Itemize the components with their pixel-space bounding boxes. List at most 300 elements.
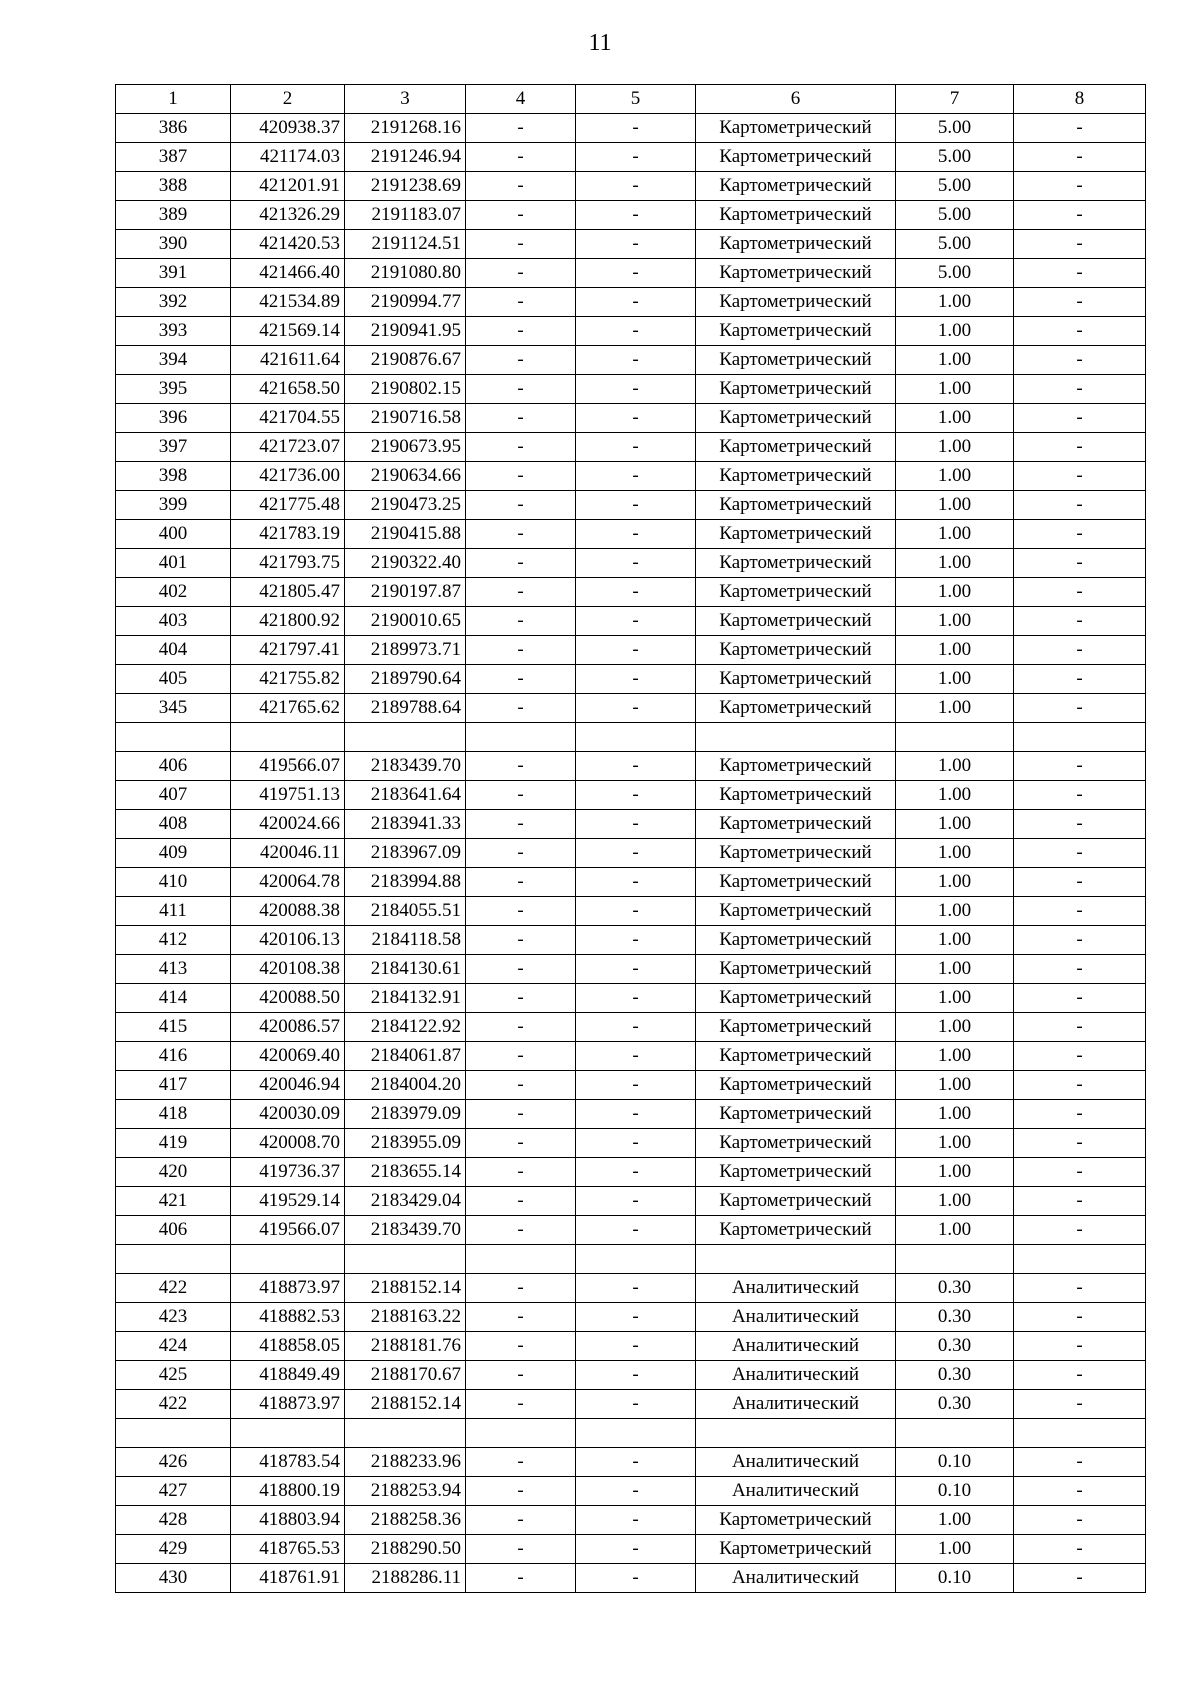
point-number-cell — [116, 1419, 231, 1448]
accuracy-cell: 1.00 — [896, 955, 1014, 984]
col5-cell: - — [576, 346, 696, 375]
y-coordinate-cell: 2188233.96 — [345, 1448, 466, 1477]
col8-cell: - — [1014, 491, 1146, 520]
x-coordinate-cell: 421775.48 — [231, 491, 345, 520]
table-row — [116, 1303, 1146, 1332]
point-number-cell: 412 — [116, 926, 231, 955]
col8-cell: - — [1014, 520, 1146, 549]
col4-cell: - — [466, 868, 576, 897]
method-cell: Картометрический — [696, 868, 896, 897]
accuracy-cell: 1.00 — [896, 520, 1014, 549]
method-cell: Картометрический — [696, 781, 896, 810]
col5-cell: - — [576, 1129, 696, 1158]
col8-cell: - — [1014, 781, 1146, 810]
table-row — [116, 143, 1146, 172]
y-coordinate-cell: 2188181.76 — [345, 1332, 466, 1361]
col8-cell: - — [1014, 607, 1146, 636]
col5-cell: - — [576, 578, 696, 607]
col8-cell: - — [1014, 1013, 1146, 1042]
method-cell: Картометрический — [696, 462, 896, 491]
y-coordinate-cell: 2190415.88 — [345, 520, 466, 549]
point-number-cell: 427 — [116, 1477, 231, 1506]
col5-cell: - — [576, 375, 696, 404]
col4-cell: - — [466, 1071, 576, 1100]
point-number-cell: 399 — [116, 491, 231, 520]
accuracy-cell: 0.30 — [896, 1361, 1014, 1390]
table-row — [116, 781, 1146, 810]
col5-cell: - — [576, 230, 696, 259]
x-coordinate-cell: 421765.62 — [231, 694, 345, 723]
col8-cell: - — [1014, 143, 1146, 172]
point-number-cell: 393 — [116, 317, 231, 346]
accuracy-cell: 1.00 — [896, 288, 1014, 317]
method-cell: Картометрический — [696, 143, 896, 172]
col5-cell: - — [576, 636, 696, 665]
col5-cell: - — [576, 404, 696, 433]
col8-cell: - — [1014, 1564, 1146, 1593]
col8-cell — [1014, 723, 1146, 752]
table-row — [116, 752, 1146, 781]
x-coordinate-cell: 418873.97 — [231, 1390, 345, 1419]
point-number-cell: 404 — [116, 636, 231, 665]
table-row — [116, 984, 1146, 1013]
point-number-cell: 430 — [116, 1564, 231, 1593]
method-cell: Картометрический — [696, 433, 896, 462]
y-coordinate-cell: 2183641.64 — [345, 781, 466, 810]
accuracy-cell: 1.00 — [896, 1129, 1014, 1158]
col4-cell: - — [466, 1303, 576, 1332]
table-row — [116, 1187, 1146, 1216]
x-coordinate-cell: 421793.75 — [231, 549, 345, 578]
accuracy-cell: 1.00 — [896, 549, 1014, 578]
col5-cell: - — [576, 1535, 696, 1564]
separator-row — [116, 1245, 1146, 1274]
method-cell: Картометрический — [696, 926, 896, 955]
accuracy-cell: 1.00 — [896, 491, 1014, 520]
point-number-cell: 419 — [116, 1129, 231, 1158]
x-coordinate-cell: 420106.13 — [231, 926, 345, 955]
col8-cell: - — [1014, 1071, 1146, 1100]
col8-cell: - — [1014, 1216, 1146, 1245]
col8-cell: - — [1014, 1361, 1146, 1390]
y-coordinate-cell: 2184122.92 — [345, 1013, 466, 1042]
col4-cell: - — [466, 346, 576, 375]
col4-cell: - — [466, 1361, 576, 1390]
accuracy-cell: 1.00 — [896, 781, 1014, 810]
accuracy-cell: 1.00 — [896, 578, 1014, 607]
col5-cell: - — [576, 984, 696, 1013]
col5-cell: - — [576, 1042, 696, 1071]
method-cell: Картометрический — [696, 1506, 896, 1535]
accuracy-cell: 5.00 — [896, 259, 1014, 288]
point-number-cell: 415 — [116, 1013, 231, 1042]
accuracy-cell: 0.30 — [896, 1390, 1014, 1419]
point-number-cell: 424 — [116, 1332, 231, 1361]
y-coordinate-cell: 2190673.95 — [345, 433, 466, 462]
method-cell — [696, 723, 896, 752]
x-coordinate-cell: 419566.07 — [231, 1216, 345, 1245]
col4-cell — [466, 1245, 576, 1274]
table-row — [116, 1216, 1146, 1245]
accuracy-cell: 5.00 — [896, 114, 1014, 143]
separator-row — [116, 723, 1146, 752]
col8-cell: - — [1014, 694, 1146, 723]
point-number-cell: 406 — [116, 1216, 231, 1245]
method-cell: Картометрический — [696, 752, 896, 781]
accuracy-cell: 1.00 — [896, 984, 1014, 1013]
x-coordinate-cell: 421611.64 — [231, 346, 345, 375]
accuracy-cell: 1.00 — [896, 1071, 1014, 1100]
col5-cell: - — [576, 926, 696, 955]
col8-cell: - — [1014, 288, 1146, 317]
point-number-cell: 426 — [116, 1448, 231, 1477]
column-header: 3 — [345, 85, 466, 114]
col8-cell: - — [1014, 1390, 1146, 1419]
col5-cell: - — [576, 810, 696, 839]
column-header: 7 — [896, 85, 1014, 114]
method-cell: Картометрический — [696, 230, 896, 259]
accuracy-cell: 1.00 — [896, 1216, 1014, 1245]
col5-cell: - — [576, 1332, 696, 1361]
table-row — [116, 317, 1146, 346]
col8-cell: - — [1014, 1187, 1146, 1216]
point-number-cell: 417 — [116, 1071, 231, 1100]
point-number-cell: 406 — [116, 752, 231, 781]
col5-cell: - — [576, 201, 696, 230]
x-coordinate-cell: 421805.47 — [231, 578, 345, 607]
point-number-cell: 401 — [116, 549, 231, 578]
x-coordinate-cell: 418873.97 — [231, 1274, 345, 1303]
col8-cell: - — [1014, 955, 1146, 984]
col5-cell — [576, 1245, 696, 1274]
page-number: 11 — [588, 30, 612, 56]
method-cell: Картометрический — [696, 810, 896, 839]
table-row — [116, 1274, 1146, 1303]
x-coordinate-cell: 421755.82 — [231, 665, 345, 694]
point-number-cell: 392 — [116, 288, 231, 317]
x-coordinate-cell: 420108.38 — [231, 955, 345, 984]
col4-cell: - — [466, 201, 576, 230]
col8-cell: - — [1014, 752, 1146, 781]
x-coordinate-cell: 420024.66 — [231, 810, 345, 839]
method-cell: Картометрический — [696, 984, 896, 1013]
method-cell: Картометрический — [696, 578, 896, 607]
col8-cell: - — [1014, 201, 1146, 230]
accuracy-cell — [896, 1245, 1014, 1274]
accuracy-cell: 1.00 — [896, 665, 1014, 694]
method-cell: Аналитический — [696, 1332, 896, 1361]
x-coordinate-cell: 421534.89 — [231, 288, 345, 317]
col5-cell: - — [576, 288, 696, 317]
x-coordinate-cell — [231, 723, 345, 752]
col4-cell: - — [466, 578, 576, 607]
point-number-cell: 428 — [116, 1506, 231, 1535]
col8-cell: - — [1014, 839, 1146, 868]
table-row — [116, 230, 1146, 259]
y-coordinate-cell: 2190994.77 — [345, 288, 466, 317]
col4-cell: - — [466, 520, 576, 549]
method-cell: Картометрический — [696, 897, 896, 926]
accuracy-cell: 1.00 — [896, 462, 1014, 491]
col8-cell: - — [1014, 433, 1146, 462]
method-cell: Картометрический — [696, 839, 896, 868]
col4-cell: - — [466, 1535, 576, 1564]
accuracy-cell: 5.00 — [896, 143, 1014, 172]
y-coordinate-cell: 2189790.64 — [345, 665, 466, 694]
col8-cell: - — [1014, 1332, 1146, 1361]
col4-cell: - — [466, 955, 576, 984]
table-row — [116, 636, 1146, 665]
col8-cell: - — [1014, 114, 1146, 143]
table-row — [116, 926, 1146, 955]
table-row — [116, 404, 1146, 433]
accuracy-cell: 0.10 — [896, 1477, 1014, 1506]
point-number-cell: 407 — [116, 781, 231, 810]
col8-cell: - — [1014, 1506, 1146, 1535]
col4-cell: - — [466, 1042, 576, 1071]
table-row — [116, 259, 1146, 288]
x-coordinate-cell: 421704.55 — [231, 404, 345, 433]
col4-cell: - — [466, 839, 576, 868]
point-number-cell: 413 — [116, 955, 231, 984]
col5-cell: - — [576, 1477, 696, 1506]
y-coordinate-cell: 2183439.70 — [345, 752, 466, 781]
col8-cell: - — [1014, 1042, 1146, 1071]
method-cell: Картометрический — [696, 114, 896, 143]
table-row — [116, 491, 1146, 520]
separator-row — [116, 1419, 1146, 1448]
point-number-cell: 403 — [116, 607, 231, 636]
col5-cell: - — [576, 462, 696, 491]
col4-cell: - — [466, 665, 576, 694]
col5-cell: - — [576, 1071, 696, 1100]
point-number-cell: 416 — [116, 1042, 231, 1071]
col5-cell: - — [576, 1564, 696, 1593]
col4-cell: - — [466, 1158, 576, 1187]
method-cell: Картометрический — [696, 607, 896, 636]
col4-cell: - — [466, 897, 576, 926]
point-number-cell: 394 — [116, 346, 231, 375]
col4-cell: - — [466, 317, 576, 346]
col5-cell: - — [576, 694, 696, 723]
y-coordinate-cell: 2183429.04 — [345, 1187, 466, 1216]
point-number-cell: 402 — [116, 578, 231, 607]
method-cell: Картометрический — [696, 404, 896, 433]
col5-cell: - — [576, 955, 696, 984]
y-coordinate-cell: 2191246.94 — [345, 143, 466, 172]
point-number-cell: 422 — [116, 1274, 231, 1303]
x-coordinate-cell: 421201.91 — [231, 172, 345, 201]
point-number-cell: 414 — [116, 984, 231, 1013]
col8-cell: - — [1014, 172, 1146, 201]
y-coordinate-cell: 2188163.22 — [345, 1303, 466, 1332]
col8-cell: - — [1014, 259, 1146, 288]
col5-cell: - — [576, 1303, 696, 1332]
accuracy-cell: 1.00 — [896, 694, 1014, 723]
x-coordinate-cell: 418803.94 — [231, 1506, 345, 1535]
x-coordinate-cell: 421326.29 — [231, 201, 345, 230]
col4-cell: - — [466, 230, 576, 259]
x-coordinate-cell: 419751.13 — [231, 781, 345, 810]
x-coordinate-cell: 420938.37 — [231, 114, 345, 143]
accuracy-cell: 1.00 — [896, 1100, 1014, 1129]
accuracy-cell: 1.00 — [896, 868, 1014, 897]
col5-cell: - — [576, 1100, 696, 1129]
table-row — [116, 1129, 1146, 1158]
coordinates-table — [115, 84, 1146, 1593]
method-cell: Аналитический — [696, 1361, 896, 1390]
col4-cell: - — [466, 172, 576, 201]
col4-cell: - — [466, 1564, 576, 1593]
col4-cell: - — [466, 1129, 576, 1158]
y-coordinate-cell: 2188290.50 — [345, 1535, 466, 1564]
accuracy-cell: 0.30 — [896, 1274, 1014, 1303]
accuracy-cell: 1.00 — [896, 636, 1014, 665]
table-row — [116, 201, 1146, 230]
y-coordinate-cell: 2183955.09 — [345, 1129, 466, 1158]
table-row — [116, 1100, 1146, 1129]
y-coordinate-cell: 2191238.69 — [345, 172, 466, 201]
method-cell: Картометрический — [696, 636, 896, 665]
y-coordinate-cell: 2184061.87 — [345, 1042, 466, 1071]
col4-cell: - — [466, 1448, 576, 1477]
col8-cell: - — [1014, 317, 1146, 346]
accuracy-cell: 1.00 — [896, 1158, 1014, 1187]
method-cell: Картометрический — [696, 1158, 896, 1187]
col8-cell: - — [1014, 404, 1146, 433]
y-coordinate-cell: 2183994.88 — [345, 868, 466, 897]
accuracy-cell: 1.00 — [896, 317, 1014, 346]
col4-cell: - — [466, 1477, 576, 1506]
col8-cell: - — [1014, 346, 1146, 375]
table-row — [116, 346, 1146, 375]
x-coordinate-cell: 418761.91 — [231, 1564, 345, 1593]
col8-cell: - — [1014, 1100, 1146, 1129]
col5-cell: - — [576, 1013, 696, 1042]
point-number-cell: 409 — [116, 839, 231, 868]
col5-cell: - — [576, 607, 696, 636]
method-cell: Аналитический — [696, 1303, 896, 1332]
col4-cell: - — [466, 1390, 576, 1419]
col4-cell: - — [466, 288, 576, 317]
method-cell: Картометрический — [696, 288, 896, 317]
y-coordinate-cell: 2188253.94 — [345, 1477, 466, 1506]
col8-cell: - — [1014, 1129, 1146, 1158]
col8-cell: - — [1014, 665, 1146, 694]
table-row — [116, 114, 1146, 143]
y-coordinate-cell — [345, 1419, 466, 1448]
col5-cell: - — [576, 143, 696, 172]
x-coordinate-cell: 421569.14 — [231, 317, 345, 346]
point-number-cell: 410 — [116, 868, 231, 897]
point-number-cell: 345 — [116, 694, 231, 723]
col8-cell: - — [1014, 549, 1146, 578]
method-cell: Картометрический — [696, 1187, 896, 1216]
y-coordinate-cell: 2188170.67 — [345, 1361, 466, 1390]
col5-cell — [576, 1419, 696, 1448]
column-header: 1 — [116, 85, 231, 114]
table-row — [116, 520, 1146, 549]
accuracy-cell: 1.00 — [896, 1042, 1014, 1071]
x-coordinate-cell: 420064.78 — [231, 868, 345, 897]
method-cell: Картометрический — [696, 520, 896, 549]
table-row — [116, 1071, 1146, 1100]
x-coordinate-cell: 419529.14 — [231, 1187, 345, 1216]
table-row — [116, 607, 1146, 636]
x-coordinate-cell: 420069.40 — [231, 1042, 345, 1071]
table-row — [116, 1158, 1146, 1187]
y-coordinate-cell: 2183439.70 — [345, 1216, 466, 1245]
accuracy-cell: 5.00 — [896, 172, 1014, 201]
col4-cell: - — [466, 607, 576, 636]
method-cell: Картометрический — [696, 1100, 896, 1129]
table-row — [116, 1361, 1146, 1390]
point-number-cell: 388 — [116, 172, 231, 201]
y-coordinate-cell: 2183655.14 — [345, 1158, 466, 1187]
accuracy-cell: 1.00 — [896, 839, 1014, 868]
x-coordinate-cell: 420046.11 — [231, 839, 345, 868]
col5-cell: - — [576, 259, 696, 288]
x-coordinate-cell: 421420.53 — [231, 230, 345, 259]
y-coordinate-cell: 2190010.65 — [345, 607, 466, 636]
col8-cell: - — [1014, 868, 1146, 897]
method-cell: Аналитический — [696, 1564, 896, 1593]
table-row — [116, 665, 1146, 694]
x-coordinate-cell: 420088.50 — [231, 984, 345, 1013]
column-header: 5 — [576, 85, 696, 114]
point-number-cell: 396 — [116, 404, 231, 433]
point-number-cell — [116, 723, 231, 752]
accuracy-cell: 1.00 — [896, 1506, 1014, 1535]
accuracy-cell: 1.00 — [896, 346, 1014, 375]
col4-cell: - — [466, 1100, 576, 1129]
point-number-cell: 425 — [116, 1361, 231, 1390]
col4-cell: - — [466, 781, 576, 810]
col5-cell: - — [576, 897, 696, 926]
col5-cell: - — [576, 1448, 696, 1477]
col4-cell: - — [466, 810, 576, 839]
col8-cell: - — [1014, 636, 1146, 665]
col5-cell: - — [576, 172, 696, 201]
table-row — [116, 578, 1146, 607]
accuracy-cell: 1.00 — [896, 897, 1014, 926]
y-coordinate-cell — [345, 723, 466, 752]
method-cell: Аналитический — [696, 1390, 896, 1419]
col4-cell — [466, 1419, 576, 1448]
col4-cell: - — [466, 1013, 576, 1042]
accuracy-cell — [896, 723, 1014, 752]
col8-cell: - — [1014, 462, 1146, 491]
col5-cell: - — [576, 781, 696, 810]
accuracy-cell: 1.00 — [896, 433, 1014, 462]
table-row — [116, 1013, 1146, 1042]
col4-cell: - — [466, 491, 576, 520]
table-row — [116, 433, 1146, 462]
x-coordinate-cell: 418800.19 — [231, 1477, 345, 1506]
col8-cell: - — [1014, 1274, 1146, 1303]
col5-cell: - — [576, 491, 696, 520]
x-coordinate-cell: 418765.53 — [231, 1535, 345, 1564]
y-coordinate-cell: 2190634.66 — [345, 462, 466, 491]
point-number-cell: 423 — [116, 1303, 231, 1332]
method-cell: Картометрический — [696, 172, 896, 201]
col4-cell: - — [466, 1274, 576, 1303]
table-row — [116, 839, 1146, 868]
accuracy-cell: 0.10 — [896, 1564, 1014, 1593]
method-cell — [696, 1419, 896, 1448]
y-coordinate-cell: 2190941.95 — [345, 317, 466, 346]
accuracy-cell: 1.00 — [896, 1535, 1014, 1564]
